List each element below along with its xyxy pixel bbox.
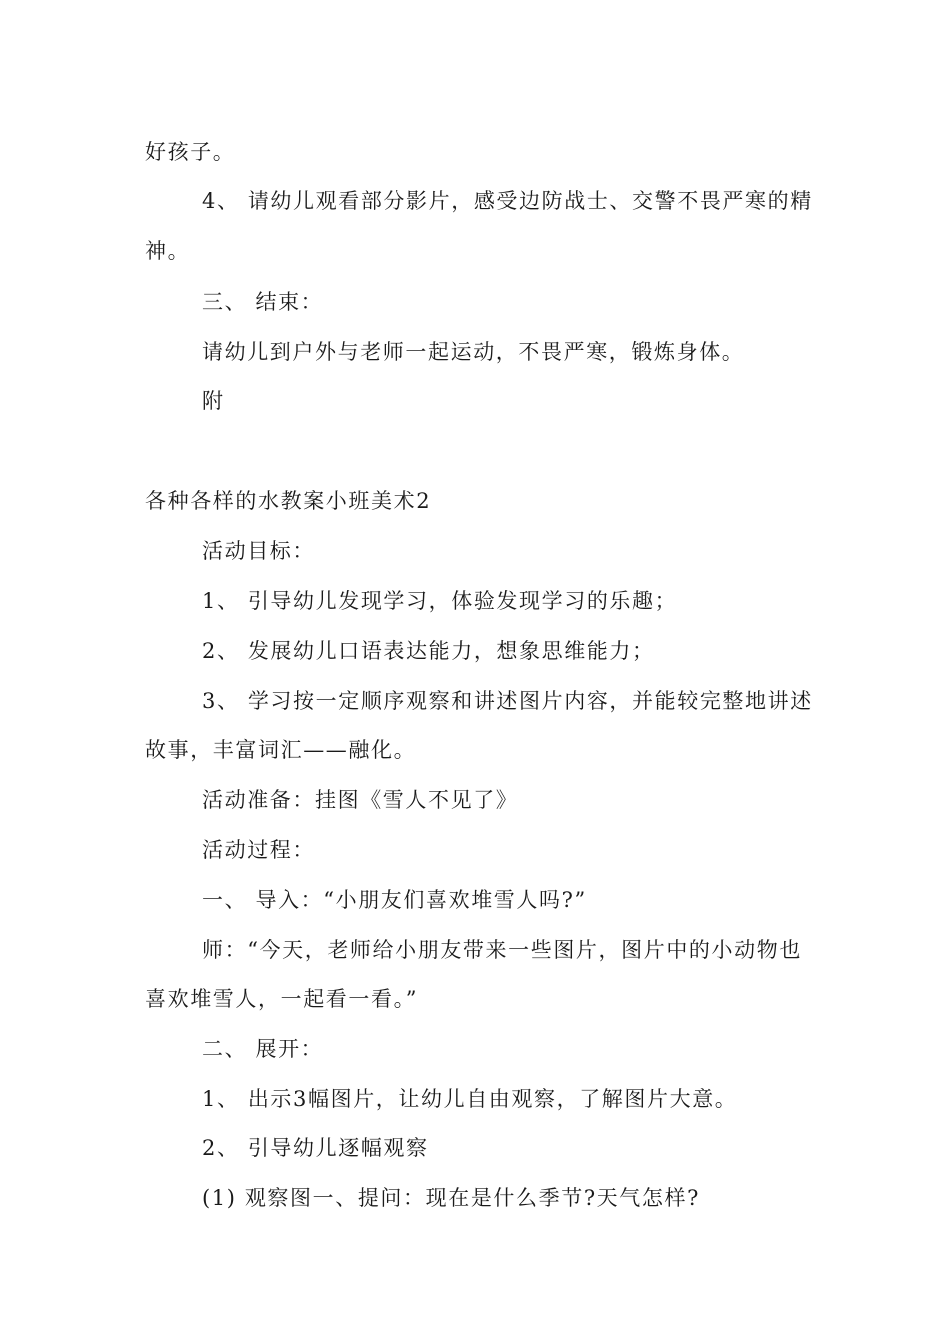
text-line: 活动准备：挂图《雪人不见了》 (202, 788, 519, 812)
text-line: 神。 (145, 239, 191, 263)
text-line: 故事，丰富词汇——融化。 (145, 738, 417, 762)
text-line: 附 (202, 389, 225, 413)
text-line: 一、 导入：“小朋友们喜欢堆雪人吗?” (202, 888, 587, 912)
text-line: 师：“今天，老师给小朋友带来一些图片，图片中的小动物也 (202, 938, 802, 962)
document-title: 各种各样的水教案小班美术2 (145, 489, 432, 513)
text-line: 喜欢堆雪人，一起看一看。” (145, 987, 419, 1011)
text-line: 3、 学习按一定顺序观察和讲述图片内容，并能较完整地讲述 (202, 689, 813, 713)
text-line: (1) 观察图一、提问：现在是什么季节?天气怎样? (202, 1186, 700, 1210)
section-heading: 二、 展开： (202, 1037, 324, 1061)
text-line: 1、 引导幼儿发现学习，体验发现学习的乐趣； (202, 589, 678, 613)
section-heading: 活动目标： (202, 539, 315, 563)
text-line: 1、 出示3幅图片，让幼儿自由观察，了解图片大意。 (202, 1087, 738, 1111)
text-line: 请幼儿到户外与老师一起运动，不畏严寒，锻炼身体。 (202, 340, 745, 364)
text-line: 4、 请幼儿观看部分影片，感受边防战士、交警不畏严寒的精 (202, 189, 813, 213)
section-heading: 活动过程： (202, 838, 315, 862)
text-line: 2、 引导幼儿逐幅观察 (202, 1136, 429, 1160)
section-heading: 三、 结束： (202, 290, 324, 314)
text-line: 好孩子。 (145, 140, 236, 164)
text-line: 2、 发展幼儿口语表达能力，想象思维能力； (202, 639, 655, 663)
